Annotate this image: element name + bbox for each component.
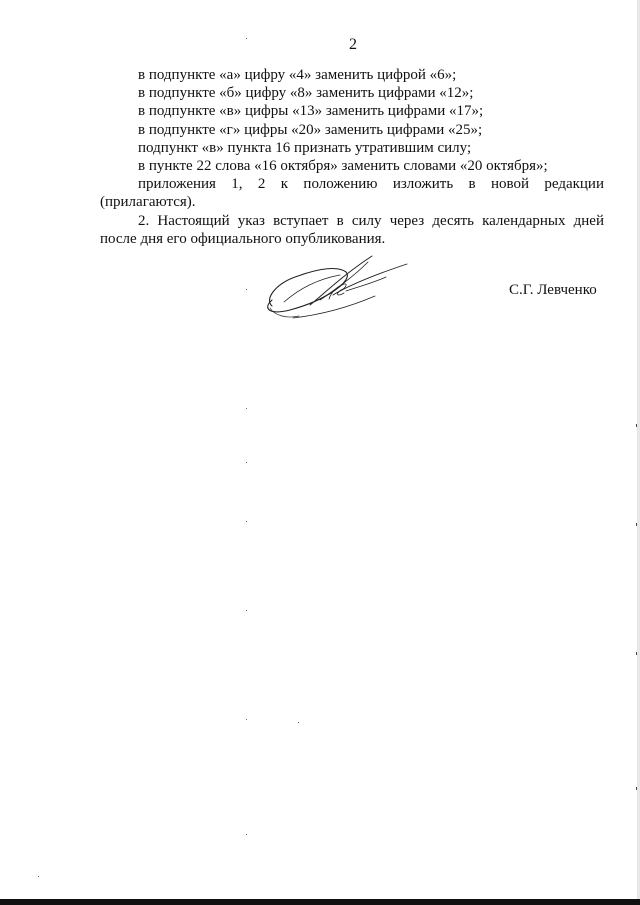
scan-speckle xyxy=(246,289,247,290)
scan-speckle xyxy=(38,876,39,877)
scan-speckle xyxy=(246,610,247,611)
text-line-9: 2. Настоящий указ вступает в силу через десять календарных дней xyxy=(138,212,604,229)
text-line-7: приложения 1, 2 к положению изложить в новой редакции xyxy=(138,176,604,193)
decree-text xyxy=(100,66,604,248)
scan-speckle xyxy=(246,462,247,463)
scan-speckle xyxy=(246,521,247,522)
handwritten-signature-icon xyxy=(262,252,414,324)
text-line-2: в подпункте «б» цифру «8» заменить цифрами «12»; xyxy=(138,85,474,102)
text-line-3: в подпункте «в» цифры «13» заменить цифрами «17»; xyxy=(138,103,484,120)
scan-speckle xyxy=(298,722,299,723)
signer-name: С.Г. Левченко xyxy=(509,282,597,298)
text-line-5: подпункт «в» пункта 16 признать утратившим силу; xyxy=(138,139,472,156)
text-line-4: в подпункте «г» цифры «20» заменить цифрами «25»; xyxy=(138,121,483,138)
page-number: 2 xyxy=(349,36,357,53)
text-line-1: в подпункте «а» цифру «4» заменить цифрой «6»; xyxy=(138,67,457,83)
scan-speckle xyxy=(246,38,247,39)
text-line-8: (прилагаются). xyxy=(100,194,196,211)
scan-speckle xyxy=(246,408,247,409)
text-line-10: после дня его официального опубликования. xyxy=(100,230,386,247)
text-line-6: в пункте 22 слова «16 октября» заменить словами «20 октября»; xyxy=(138,158,548,175)
scan-speckle xyxy=(246,719,247,720)
scan-bottom-edge xyxy=(0,899,640,905)
scan-speckle xyxy=(246,834,247,835)
